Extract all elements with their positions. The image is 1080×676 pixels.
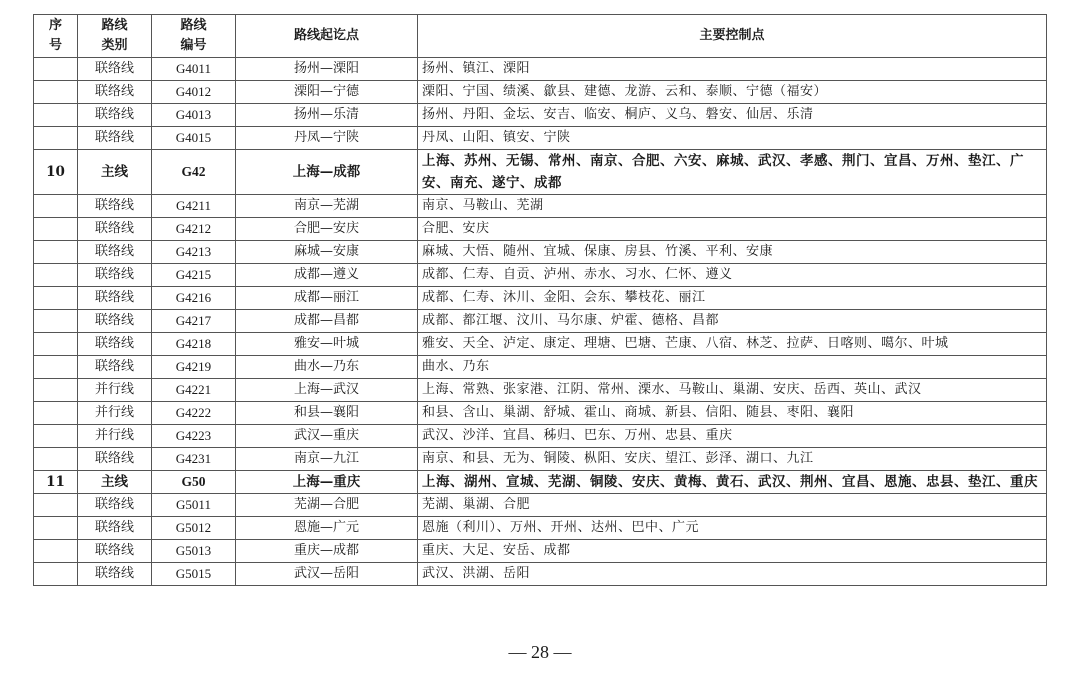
table-row (34, 517, 1047, 540)
cell-route-type: 联络线 (78, 127, 152, 150)
cell-seq (34, 425, 78, 448)
cell-route-type: 联络线 (78, 517, 152, 540)
cell-seq (34, 127, 78, 150)
cell-seq (34, 104, 78, 127)
table-row (34, 218, 1047, 241)
table-row (34, 448, 1047, 471)
cell-route-type: 联络线 (78, 356, 152, 379)
cell-route-code: G4011 (152, 58, 236, 81)
cell-control-points: 上海、常熟、张家港、江阴、常州、溧水、马鞍山、巢湖、安庆、岳西、英山、武汉 (418, 379, 1047, 402)
highway-routes-table (33, 14, 1047, 586)
cell-control-points: 曲水、乃东 (418, 356, 1047, 379)
cell-control-points: 上海、苏州、无锡、常州、南京、合肥、六安、麻城、武汉、孝感、荆门、宜昌、万州、垫江、广安、南充、遂宁、成都 (418, 150, 1047, 195)
cell-seq: 10 (34, 150, 78, 195)
cell-route-code: G4215 (152, 264, 236, 287)
table-row (34, 264, 1047, 287)
cell-route-type: 联络线 (78, 264, 152, 287)
table-row (34, 241, 1047, 264)
cell-endpoints: 和县—襄阳 (236, 402, 418, 425)
cell-endpoints: 溧阳—宁德 (236, 81, 418, 104)
table-row (34, 81, 1047, 104)
cell-seq (34, 287, 78, 310)
table-row-main (34, 150, 1047, 195)
cell-seq (34, 379, 78, 402)
cell-endpoints: 雅安—叶城 (236, 333, 418, 356)
cell-endpoints: 丹凤—宁陕 (236, 127, 418, 150)
cell-endpoints: 扬州—乐清 (236, 104, 418, 127)
cell-route-code: G4216 (152, 287, 236, 310)
cell-seq (34, 241, 78, 264)
cell-endpoints: 成都—丽江 (236, 287, 418, 310)
cell-control-points: 丹凤、山阳、镇安、宁陕 (418, 127, 1047, 150)
cell-route-code: G4217 (152, 310, 236, 333)
cell-route-type: 主线 (78, 471, 152, 494)
cell-endpoints: 扬州—溧阳 (236, 58, 418, 81)
cell-route-code: G4213 (152, 241, 236, 264)
cell-route-code: G5013 (152, 540, 236, 563)
cell-control-points: 上海、湖州、宣城、芜湖、铜陵、安庆、黄梅、黄石、武汉、荆州、宜昌、恩施、忠县、垫江、重庆 (418, 471, 1047, 494)
cell-control-points: 芜湖、巢湖、合肥 (418, 494, 1047, 517)
cell-route-type: 联络线 (78, 310, 152, 333)
cell-route-type: 联络线 (78, 287, 152, 310)
cell-route-code: G4013 (152, 104, 236, 127)
cell-seq (34, 402, 78, 425)
cell-control-points: 武汉、洪湖、岳阳 (418, 563, 1047, 586)
cell-route-code: G4221 (152, 379, 236, 402)
table-row (34, 356, 1047, 379)
cell-route-code: G4012 (152, 81, 236, 104)
table-row (34, 287, 1047, 310)
cell-route-type: 联络线 (78, 195, 152, 218)
cell-control-points: 和县、含山、巢湖、舒城、霍山、商城、新县、信阳、随县、枣阳、襄阳 (418, 402, 1047, 425)
cell-control-points: 南京、马鞍山、芜湖 (418, 195, 1047, 218)
table-row-main (34, 471, 1047, 494)
cell-control-points: 武汉、沙洋、宜昌、秭归、巴东、万州、忠县、重庆 (418, 425, 1047, 448)
cell-route-type: 主线 (78, 150, 152, 195)
cell-control-points: 溧阳、宁国、绩溪、歙县、建德、龙游、云和、泰顺、宁德（福安） (418, 81, 1047, 104)
table-row (34, 379, 1047, 402)
cell-endpoints: 麻城—安康 (236, 241, 418, 264)
cell-control-points: 成都、仁寿、沐川、金阳、会东、攀枝花、丽江 (418, 287, 1047, 310)
cell-endpoints: 南京—芜湖 (236, 195, 418, 218)
cell-seq (34, 356, 78, 379)
table-row (34, 494, 1047, 517)
cell-route-code: G4219 (152, 356, 236, 379)
cell-route-code: G4223 (152, 425, 236, 448)
table-row (34, 402, 1047, 425)
cell-route-type: 并行线 (78, 379, 152, 402)
table-header (34, 15, 1047, 58)
cell-route-code: G5015 (152, 563, 236, 586)
cell-seq (34, 58, 78, 81)
cell-route-type: 联络线 (78, 81, 152, 104)
cell-route-code: G4212 (152, 218, 236, 241)
page-number: — 28 — (508, 642, 572, 662)
cell-control-points: 南京、和县、无为、铜陵、枞阳、安庆、望江、彭泽、湖口、九江 (418, 448, 1047, 471)
cell-route-type: 联络线 (78, 104, 152, 127)
cell-endpoints: 上海—武汉 (236, 379, 418, 402)
cell-endpoints: 恩施—广元 (236, 517, 418, 540)
cell-endpoints: 重庆—成都 (236, 540, 418, 563)
cell-endpoints: 上海—重庆 (236, 471, 418, 494)
cell-route-type: 联络线 (78, 448, 152, 471)
cell-seq (34, 448, 78, 471)
cell-control-points: 重庆、大足、安岳、成都 (418, 540, 1047, 563)
cell-control-points: 合肥、安庆 (418, 218, 1047, 241)
cell-route-type: 联络线 (78, 333, 152, 356)
table-row (34, 195, 1047, 218)
cell-route-type: 联络线 (78, 540, 152, 563)
header-seq: 序号 (34, 15, 78, 58)
header-route-type: 路线类别 (78, 15, 152, 58)
cell-seq: 11 (34, 471, 78, 494)
cell-control-points: 扬州、镇江、溧阳 (418, 58, 1047, 81)
cell-route-type: 并行线 (78, 402, 152, 425)
cell-route-code: G5012 (152, 517, 236, 540)
table-row (34, 563, 1047, 586)
cell-route-type: 联络线 (78, 494, 152, 517)
cell-control-points: 恩施（利川）、万州、开州、达州、巴中、广元 (418, 517, 1047, 540)
cell-endpoints: 武汉—岳阳 (236, 563, 418, 586)
cell-control-points: 扬州、丹阳、金坛、安吉、临安、桐庐、义乌、磐安、仙居、乐清 (418, 104, 1047, 127)
cell-endpoints: 成都—遵义 (236, 264, 418, 287)
cell-route-type: 联络线 (78, 241, 152, 264)
cell-route-code: G4015 (152, 127, 236, 150)
table-row (34, 333, 1047, 356)
cell-seq (34, 264, 78, 287)
table-body (34, 58, 1047, 586)
cell-seq (34, 517, 78, 540)
cell-endpoints: 南京—九江 (236, 448, 418, 471)
cell-control-points: 成都、仁寿、自贡、泸州、赤水、习水、仁怀、遵义 (418, 264, 1047, 287)
table-row (34, 58, 1047, 81)
table-row (34, 104, 1047, 127)
header-row (34, 15, 1047, 58)
cell-seq (34, 563, 78, 586)
table-row (34, 310, 1047, 333)
cell-seq (34, 218, 78, 241)
cell-route-type: 联络线 (78, 58, 152, 81)
cell-seq (34, 310, 78, 333)
cell-route-code: G42 (152, 150, 236, 195)
cell-control-points: 麻城、大悟、随州、宜城、保康、房县、竹溪、平利、安康 (418, 241, 1047, 264)
cell-route-code: G4218 (152, 333, 236, 356)
cell-endpoints: 成都—昌都 (236, 310, 418, 333)
cell-endpoints: 曲水—乃东 (236, 356, 418, 379)
table-row (34, 540, 1047, 563)
cell-seq (34, 195, 78, 218)
cell-control-points: 成都、都江堰、汶川、马尔康、炉霍、德格、昌都 (418, 310, 1047, 333)
cell-endpoints: 合肥—安庆 (236, 218, 418, 241)
header-route-code: 路线编号 (152, 15, 236, 58)
cell-endpoints: 武汉—重庆 (236, 425, 418, 448)
cell-route-type: 联络线 (78, 563, 152, 586)
cell-seq (34, 333, 78, 356)
cell-endpoints: 上海—成都 (236, 150, 418, 195)
header-endpoints: 路线起讫点 (236, 15, 418, 58)
cell-control-points: 雅安、天全、泸定、康定、理塘、巴塘、芒康、八宿、林芝、拉萨、日喀则、噶尔、叶城 (418, 333, 1047, 356)
table-row (34, 425, 1047, 448)
cell-seq (34, 494, 78, 517)
cell-route-code: G4231 (152, 448, 236, 471)
cell-route-type: 并行线 (78, 425, 152, 448)
cell-seq (34, 540, 78, 563)
cell-route-code: G50 (152, 471, 236, 494)
header-control-points: 主要控制点 (418, 15, 1047, 58)
table-row (34, 127, 1047, 150)
cell-endpoints: 芜湖—合肥 (236, 494, 418, 517)
cell-route-code: G5011 (152, 494, 236, 517)
cell-route-code: G4222 (152, 402, 236, 425)
cell-seq (34, 81, 78, 104)
cell-route-type: 联络线 (78, 218, 152, 241)
cell-route-code: G4211 (152, 195, 236, 218)
